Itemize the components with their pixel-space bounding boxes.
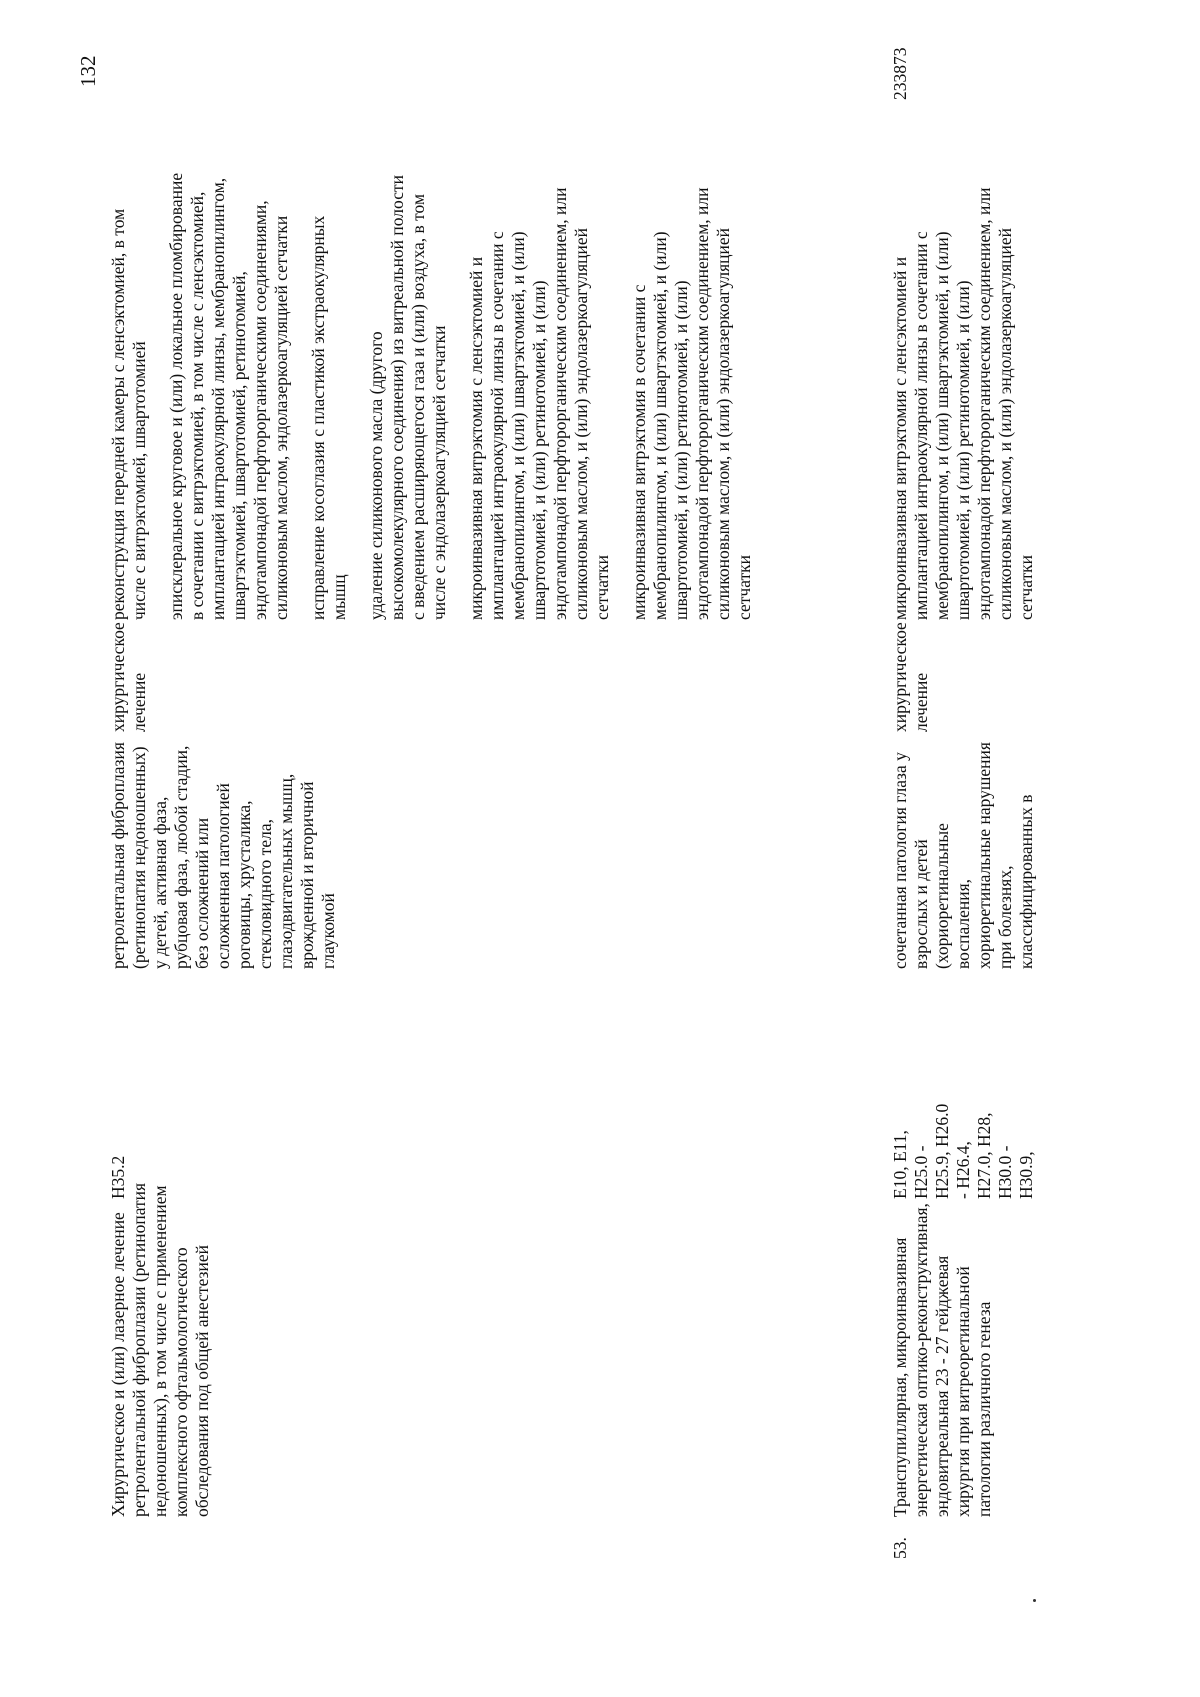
row2-method-name: Транспупиллярная, микроинвазивная энергетическая оптико-реконструктивная, эндовитреальная 23 - 27 гейджевая хирургия при витреоретинальной патологии различного генеза — [890, 1203, 994, 1517]
row2-number: 53. — [890, 1537, 910, 1559]
row1-method-item: реконструкция передней камеры с ленсэктомией, в том числе с витрэктомией, швартотомией — [108, 208, 149, 620]
row1-method-item: микроинвазивная витрэктомия с ленсэктомией и имплантацией интраокулярной линзы в сочетании с мембранопилингом, и (или) швартэктомией, и (или) швартотомией, и (или) ретинотомией, и (или) эндотампонадой перфторорганическим соединением, или силиконовым маслом, и (или) эндолазеркоагуляцией сетчатки — [466, 187, 612, 620]
row2-patient-model: сочетанная патология глаза у взрослых и детей (хориоретинальные воспаления, хориоретинальные нарушения при болезнях, классифицированных в — [890, 742, 1036, 969]
scan-speck — [1033, 1599, 1036, 1602]
row2-method: микроинвазивная витрэктомия с ленсэктомией и имплантацией интраокулярной линзы в сочетании с мембранопилингом, и (или) швартэктомией, и (или) швартотомией, и (или) ретинотомией, и (или) эндотампонадой перфторорганическим соединением, или силиконовым маслом, и (или) эндолазеркоагуляцией сетчатки — [890, 187, 1036, 620]
row1-icd-codes: H35.2 — [108, 1155, 128, 1199]
page-number: 132 — [76, 55, 100, 87]
row1-treatment-type: хирургическое лечение — [108, 622, 149, 732]
row1-method-item: исправление косоглазия с пластикой экстраокулярных мышц — [308, 215, 349, 620]
row2-cost: 233873 — [890, 47, 910, 100]
row1-methods — [108, 170, 771, 620]
row2-icd-codes: E10, E11, H25.0 - H25.9, H26.0 - H26.4, H27.0, H28, H30.0 - H30.9, — [890, 1103, 1036, 1199]
row1-method-item: удаление силиконового масла (другого высокомолекулярного соединения) из витреальной полости с введением расширяющегося газа и (или) воздуха, в том числе с эндолазеркоагуляцией сетчатки — [366, 174, 449, 620]
row2-treatment-type: хирургическое лечение — [890, 622, 931, 732]
row1-method-item: микроинвазивная витрэктомия в сочетании с мембранопилингом, и (или) швартэктомией, и (или) швартотомией, и (или) ретинотомией, и (или) эндотампонадой перфторорганическим соединением, или силиконовым маслом, и (или) эндолазеркоагуляцией сетчатки — [629, 187, 754, 620]
row1-patient-model: ретролентальная фиброплазия (ретинопатия недоношенных) у детей, активная фаза, рубцовая фаза, любой стадии, без осложнений или осложненная патологией роговицы, хрусталика, стекловидного тела, глазодвигательных мышц, врожденной и вторичной глаукомой — [108, 742, 338, 969]
row1-method-name: Хирургическое и (или) лазерное лечение ретролентальной фиброплазии (ретинопатия недоношенных), в том числе с применением комплексного офтальмологического обследования под общей анестезией — [108, 1182, 212, 1517]
row1-method-item: эписклеральное круговое и (или) локальное пломбирование в сочетании с витрэктомией, в том числе с ленсэктомией, имплантацией интраокулярной линзы, мембранопилингом, швартэктомией, швартотомией, ретинотомией, эндотампонадой перфторорганическими соединениями, силиконовым маслом, эндолазеркоагуляцией сетчатки — [166, 172, 291, 620]
